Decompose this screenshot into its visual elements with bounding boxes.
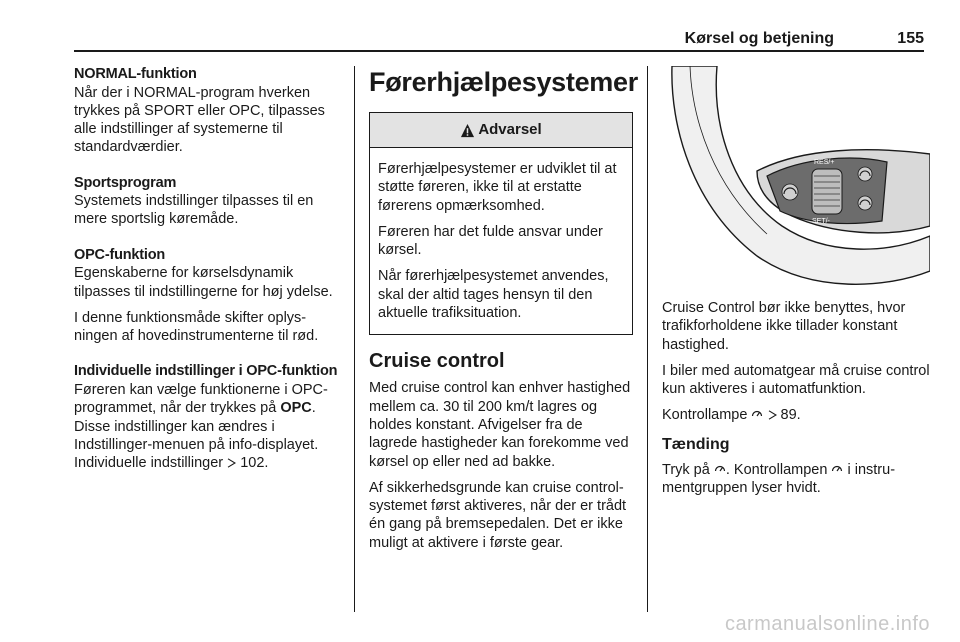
cruise-control-icon (831, 463, 843, 475)
chapter-title: Kørsel og betjening (684, 30, 834, 47)
page-reference-icon (227, 458, 236, 468)
warning-text-3: Når førerhjælpesystemet anvendes, skal der altid tages hensyn til den aktuelle trafiksituation. (378, 268, 609, 322)
cruise-control-icon (751, 408, 763, 420)
opc-text-2: I denne funktionsmåde skifter oplysningen af hovedinstrumenterne til rød. (74, 309, 319, 345)
res-label: RES/+ (814, 159, 835, 166)
ignition-heading: Tænding (662, 435, 730, 453)
cruise-control-heading: Cruise control (369, 350, 505, 373)
page-reference-link[interactable]: 102. (240, 455, 269, 472)
individual-text: Føreren kan vælge funktionerne i OPC-programmet, når der trykkes på OPC. Disse indstillinger kan ændres i Indstillinger-menuen på info-displayet. Individuelle indstillinger 102. (74, 381, 328, 472)
watermark: carmanualsonline.info (724, 613, 930, 635)
normal-text: Når der i NORMAL-program hverken trykkes på SPORT eller OPC, tilpasses alle indstillinger af systemerne til standardværdier. (74, 84, 325, 156)
page-header (74, 26, 924, 52)
cruise-text-1: Med cruise control kan enhver hastighed mellem ca. 30 til 200 km/t lagres og holdes konstant. Afvigelser fra de lagrede hastigheder kan forekomme ved kørsel op eller ned ad bakke. (369, 380, 631, 470)
warning-title: Advarsel (478, 120, 542, 138)
cruise-text-2: Af sikkerhedsgrunde kan cruise control-systemet først aktiveres, når der er trådt én gang på bremsepedalen. Det er ikke muligt at aktivere i første gear. (369, 479, 627, 551)
page-number: 155 (897, 30, 924, 47)
ignition-text: Tryk på . Kontrollampen i instrumentgruppen lyser hvidt. (662, 461, 896, 497)
column-right (662, 66, 930, 505)
warning-text-1: Førerhjælpesystemer er udviklet til at støtte føreren, ikke til at erstatte førerens opmærksomhed. (378, 161, 617, 214)
cc-text-1: Cruise Control bør ikke benyttes, hvor trafikforholdene ikke tillader konstant hastighed. (662, 300, 906, 353)
opc-title: OPC-funktion (74, 246, 166, 263)
steering-wheel-illustration (662, 66, 930, 291)
column-divider-1 (354, 66, 355, 612)
cruise-control-icon (714, 463, 726, 475)
column-left (74, 66, 344, 480)
section-heading: Førerhjælpesystemer (369, 67, 638, 97)
sport-title: Sportsprogram (74, 174, 177, 191)
sport-text: Systemets indstillinger tilpasses til en mere sportslig køremåde. (74, 193, 314, 228)
column-divider-2 (647, 66, 648, 612)
cc-text-2: I biler med automatgear må cruise control kun aktiveres i automatfunktion. (662, 362, 930, 398)
opc-text-1: Egenskaberne for kørselsdynamik tilpasses til indstillingerne for høj ydelse. (74, 265, 333, 300)
column-middle (369, 66, 638, 560)
warning-icon (460, 123, 475, 138)
warning-box (369, 112, 633, 335)
cc-text-3: Kontrollampe 89. (662, 407, 801, 424)
page-reference-icon (768, 410, 777, 420)
warning-text-2: Føreren har det fulde ansvar under kørsel. (378, 223, 603, 259)
set-label: SET/- (812, 218, 830, 225)
opc-keyword: OPC (280, 400, 312, 417)
page-reference-link[interactable]: 89. (780, 407, 801, 424)
individual-title: Individuelle indstillinger i OPC-funktion (74, 363, 338, 380)
normal-title: NORMAL-funktion (74, 66, 197, 82)
warning-header (370, 113, 632, 148)
